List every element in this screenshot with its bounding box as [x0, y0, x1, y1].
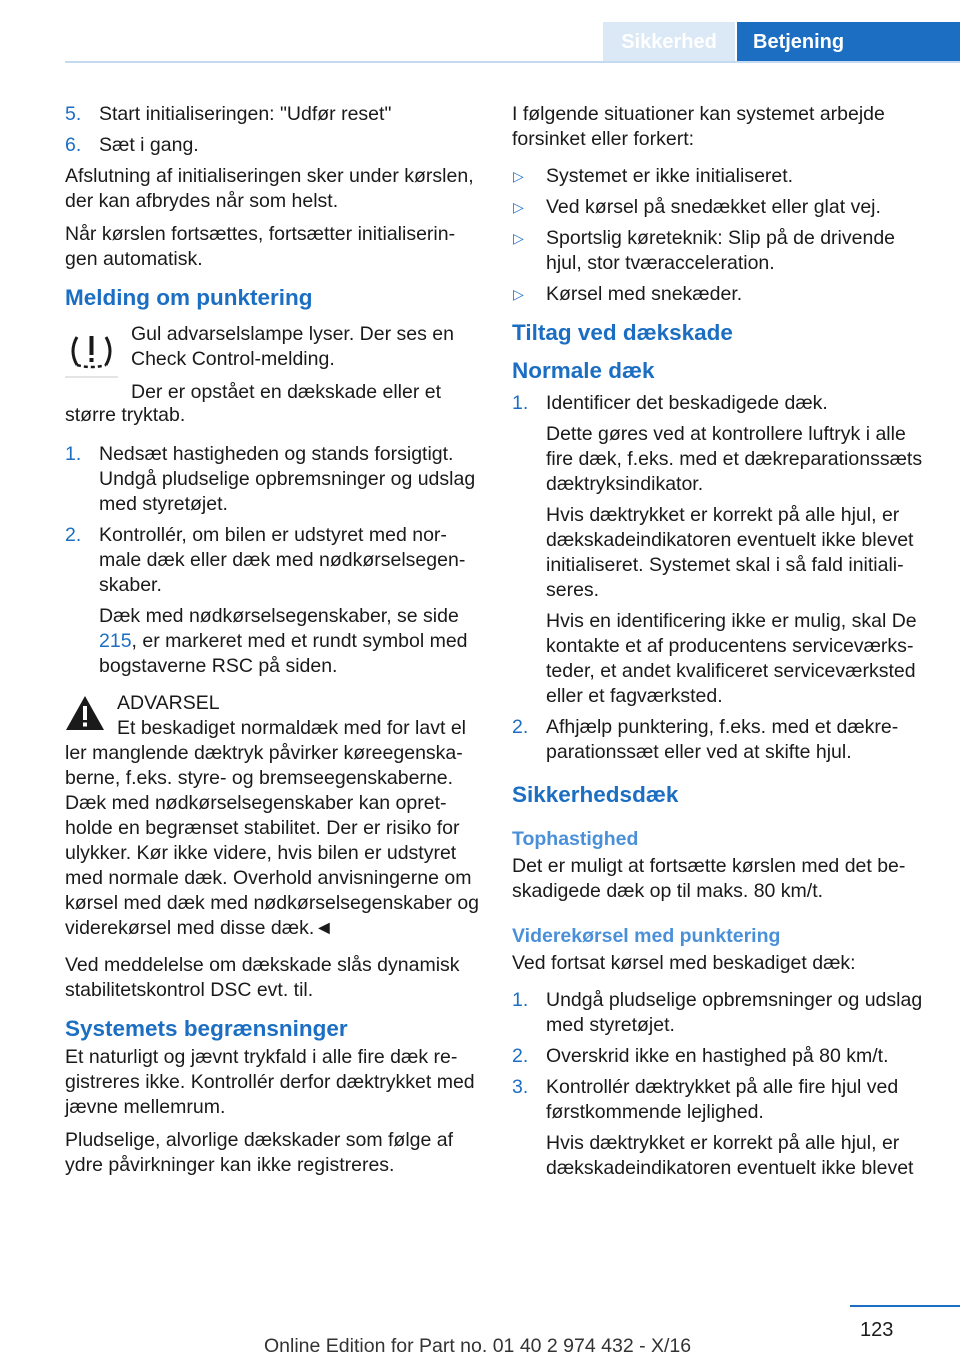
paragraph-situations: I følgende situationer kan systemet arbejde forsinket eller forkert:: [512, 103, 885, 150]
paragraph-dsc: Ved meddelelse om dækskade slås dynamisk stabilitetskontrol DSC evt. til.: [65, 954, 460, 1001]
step-note: Hvis dæktrykket er korrekt på alle hjul, er dækskadeindikatoren eventuelt ikke blevet initialiseret. Systemet skal i så fald initialiseres.: [546, 504, 914, 601]
advarsel-first-line: Et beskadiget normaldæk med for lavt el: [117, 717, 467, 739]
paragraph-limits-1: Et naturligt og jævnt trykfald i alle fire dæk registreres ikke. Kontrollér derfor dæktrykket med jævne mellemrum.: [65, 1046, 475, 1118]
step-number: 1.: [512, 392, 529, 414]
step-text: Overskrid ikke en hastighed på 80 km/t.: [546, 1045, 889, 1067]
bullet-triangle-icon: ▷: [513, 230, 524, 246]
step-number: 1.: [65, 443, 82, 465]
page-header: [0, 22, 960, 62]
tab-sikkerhed[interactable]: Sikkerhed: [603, 22, 735, 61]
bullet-item: ▷ Systemet er ikke initialiseret.: [513, 165, 794, 187]
normal-step-2: [512, 715, 932, 765]
step-5: [65, 102, 480, 127]
step-text: Identificer det beskadigede dæk.: [546, 392, 828, 414]
heading-continue-driving: Viderekørsel med punktering: [512, 925, 781, 947]
warning-light-text-2a: Der er opstået en dækskade eller et: [131, 381, 442, 403]
step-number: 2.: [512, 716, 529, 738]
tire-pressure-warning-icon: [65, 325, 118, 378]
step-text: Kontrollér dæktrykket på alle fire hjul ved førstkommende lejlighed.: [546, 1076, 899, 1123]
heading-normal-tires: Normale dæk: [512, 358, 655, 383]
step-text: Sæt i gang.: [99, 134, 199, 156]
bullet-triangle-icon: ▷: [513, 199, 524, 215]
page-number: 123: [860, 1319, 894, 1341]
paragraph-init-end: Afslutning af initialiseringen sker under kørslen, der kan afbrydes når som helst.: [65, 165, 474, 212]
advarsel-block: [65, 691, 480, 941]
step-2-note: [99, 604, 480, 679]
note-text-b: , er markeret med et rundt symbol med bogstaverne RSC på siden.: [99, 630, 468, 677]
puncture-step-1: [65, 442, 480, 517]
heading-safety-tires: Sikkerhedsdæk: [512, 782, 679, 807]
step-note: Dette gøres ved at kontrollere luftryk i alle fire dæk, f.eks. med et dækreparationssæts dæktryksindikator.: [546, 423, 923, 495]
heading-top-speed: Tophastighed: [512, 828, 639, 850]
step-note: Hvis en identificering ikke er mulig, skal De kontakte et af producentens serviceværksteder, et andet kvalificeret serviceværksted eller et fagværksted.: [546, 610, 917, 707]
step-6: [65, 133, 480, 158]
page-footer: [0, 1298, 960, 1362]
step-text: Start initialiseringen: "Udfør reset": [99, 103, 392, 125]
heading-measures: Tiltag ved dækskade: [512, 320, 733, 345]
step-note: Hvis dæktrykket er korrekt på alle hjul, er dækskadeindikatoren eventuelt ikke blevet: [546, 1132, 914, 1179]
advarsel-label: ADVARSEL: [117, 692, 220, 714]
page-link-215[interactable]: 215: [99, 630, 132, 652]
puncture-step-2: [65, 523, 480, 679]
paragraph-top-speed: Det er muligt at fortsætte kørslen med det beskadigede dæk op til maks. 80 km/t.: [512, 855, 906, 902]
warning-light-block: [65, 322, 480, 405]
edition-text: Online Edition for Part no. 01 40 2 974 432 - X/16: [264, 1335, 692, 1357]
normal-step-1: [512, 391, 932, 709]
tab-betjening[interactable]: Betjening: [737, 22, 960, 63]
right-column: [512, 102, 932, 1187]
step-text: Undgå pludselige opbremsninger og udslag med styretøjet.: [546, 989, 923, 1036]
continue-step-3: [512, 1075, 932, 1181]
heading-system-limits: Systemets begrænsninger: [65, 1016, 348, 1041]
bullet-item: ▷ Sportslig køreteknik: Slip på de drivende hjul, stor tværacceleration.: [513, 227, 896, 274]
warning-light-text: Gul advarselslampe lyser. Der ses en Check Control-melding.: [131, 323, 454, 370]
warning-light-text-2b: større tryktab.: [65, 404, 186, 426]
note-text-a: Dæk med nødkørselsegenskaber, se side: [99, 605, 459, 627]
warning-triangle-icon: [65, 695, 105, 731]
paragraph-limits-2: Pludselige, alvorlige dækskader som følge af ydre påvirkninger kan ikke registreres.: [65, 1129, 454, 1176]
step-text: Kontrollér, om bilen er udstyret med normale dæk eller dæk med nødkørselsegenskaber.: [99, 524, 466, 596]
step-number: 3.: [512, 1076, 529, 1098]
bullet-triangle-icon: ▷: [513, 168, 524, 184]
continue-step-2: [512, 1044, 932, 1069]
step-number: 2.: [65, 524, 82, 546]
step-text: Afhjælp punktering, f.eks. med et dækreparationssæt eller ved at skifte hjul.: [546, 716, 899, 763]
step-number: 5.: [65, 103, 82, 125]
footer-rule: [850, 1305, 960, 1307]
advarsel-text: ler manglende dæktryk påvirker køreegenskaberne, f.eks. styre- og bremseegenskaberne. Dæk med nødkørselsegenskaber kan opretholde en begrænset stabilitet. Der er risiko for ulykker. Kør ikke videre, hvis bilen er udstyret med normale dæk. Overhold anvisningerne om kørsel med dæk med nødkørselsegenskaber og viderekørsel med disse dæk.◄: [65, 742, 480, 939]
bullet-item: ▷ Kørsel med snekæder.: [513, 283, 743, 305]
continue-step-1: [512, 988, 932, 1038]
step-number: 1.: [512, 989, 529, 1011]
bullet-item: ▷ Ved kørsel på snedækket eller glat vej.: [513, 196, 881, 218]
paragraph-init-continue: Når kørslen fortsættes, fortsætter initialiseringen automatisk.: [65, 223, 456, 270]
step-number: 6.: [65, 134, 82, 156]
heading-puncture: Melding om punktering: [65, 285, 313, 310]
header-rule: [65, 61, 960, 63]
bullet-triangle-icon: ▷: [513, 286, 524, 302]
left-column: [65, 102, 480, 1186]
step-number: 2.: [512, 1045, 529, 1067]
step-text: Nedsæt hastigheden og stands forsigtigt. Undgå pludselige opbremsninger og udslag med styretøjet.: [99, 443, 476, 515]
paragraph-continue: Ved fortsat kørsel med beskadiget dæk:: [512, 952, 856, 974]
